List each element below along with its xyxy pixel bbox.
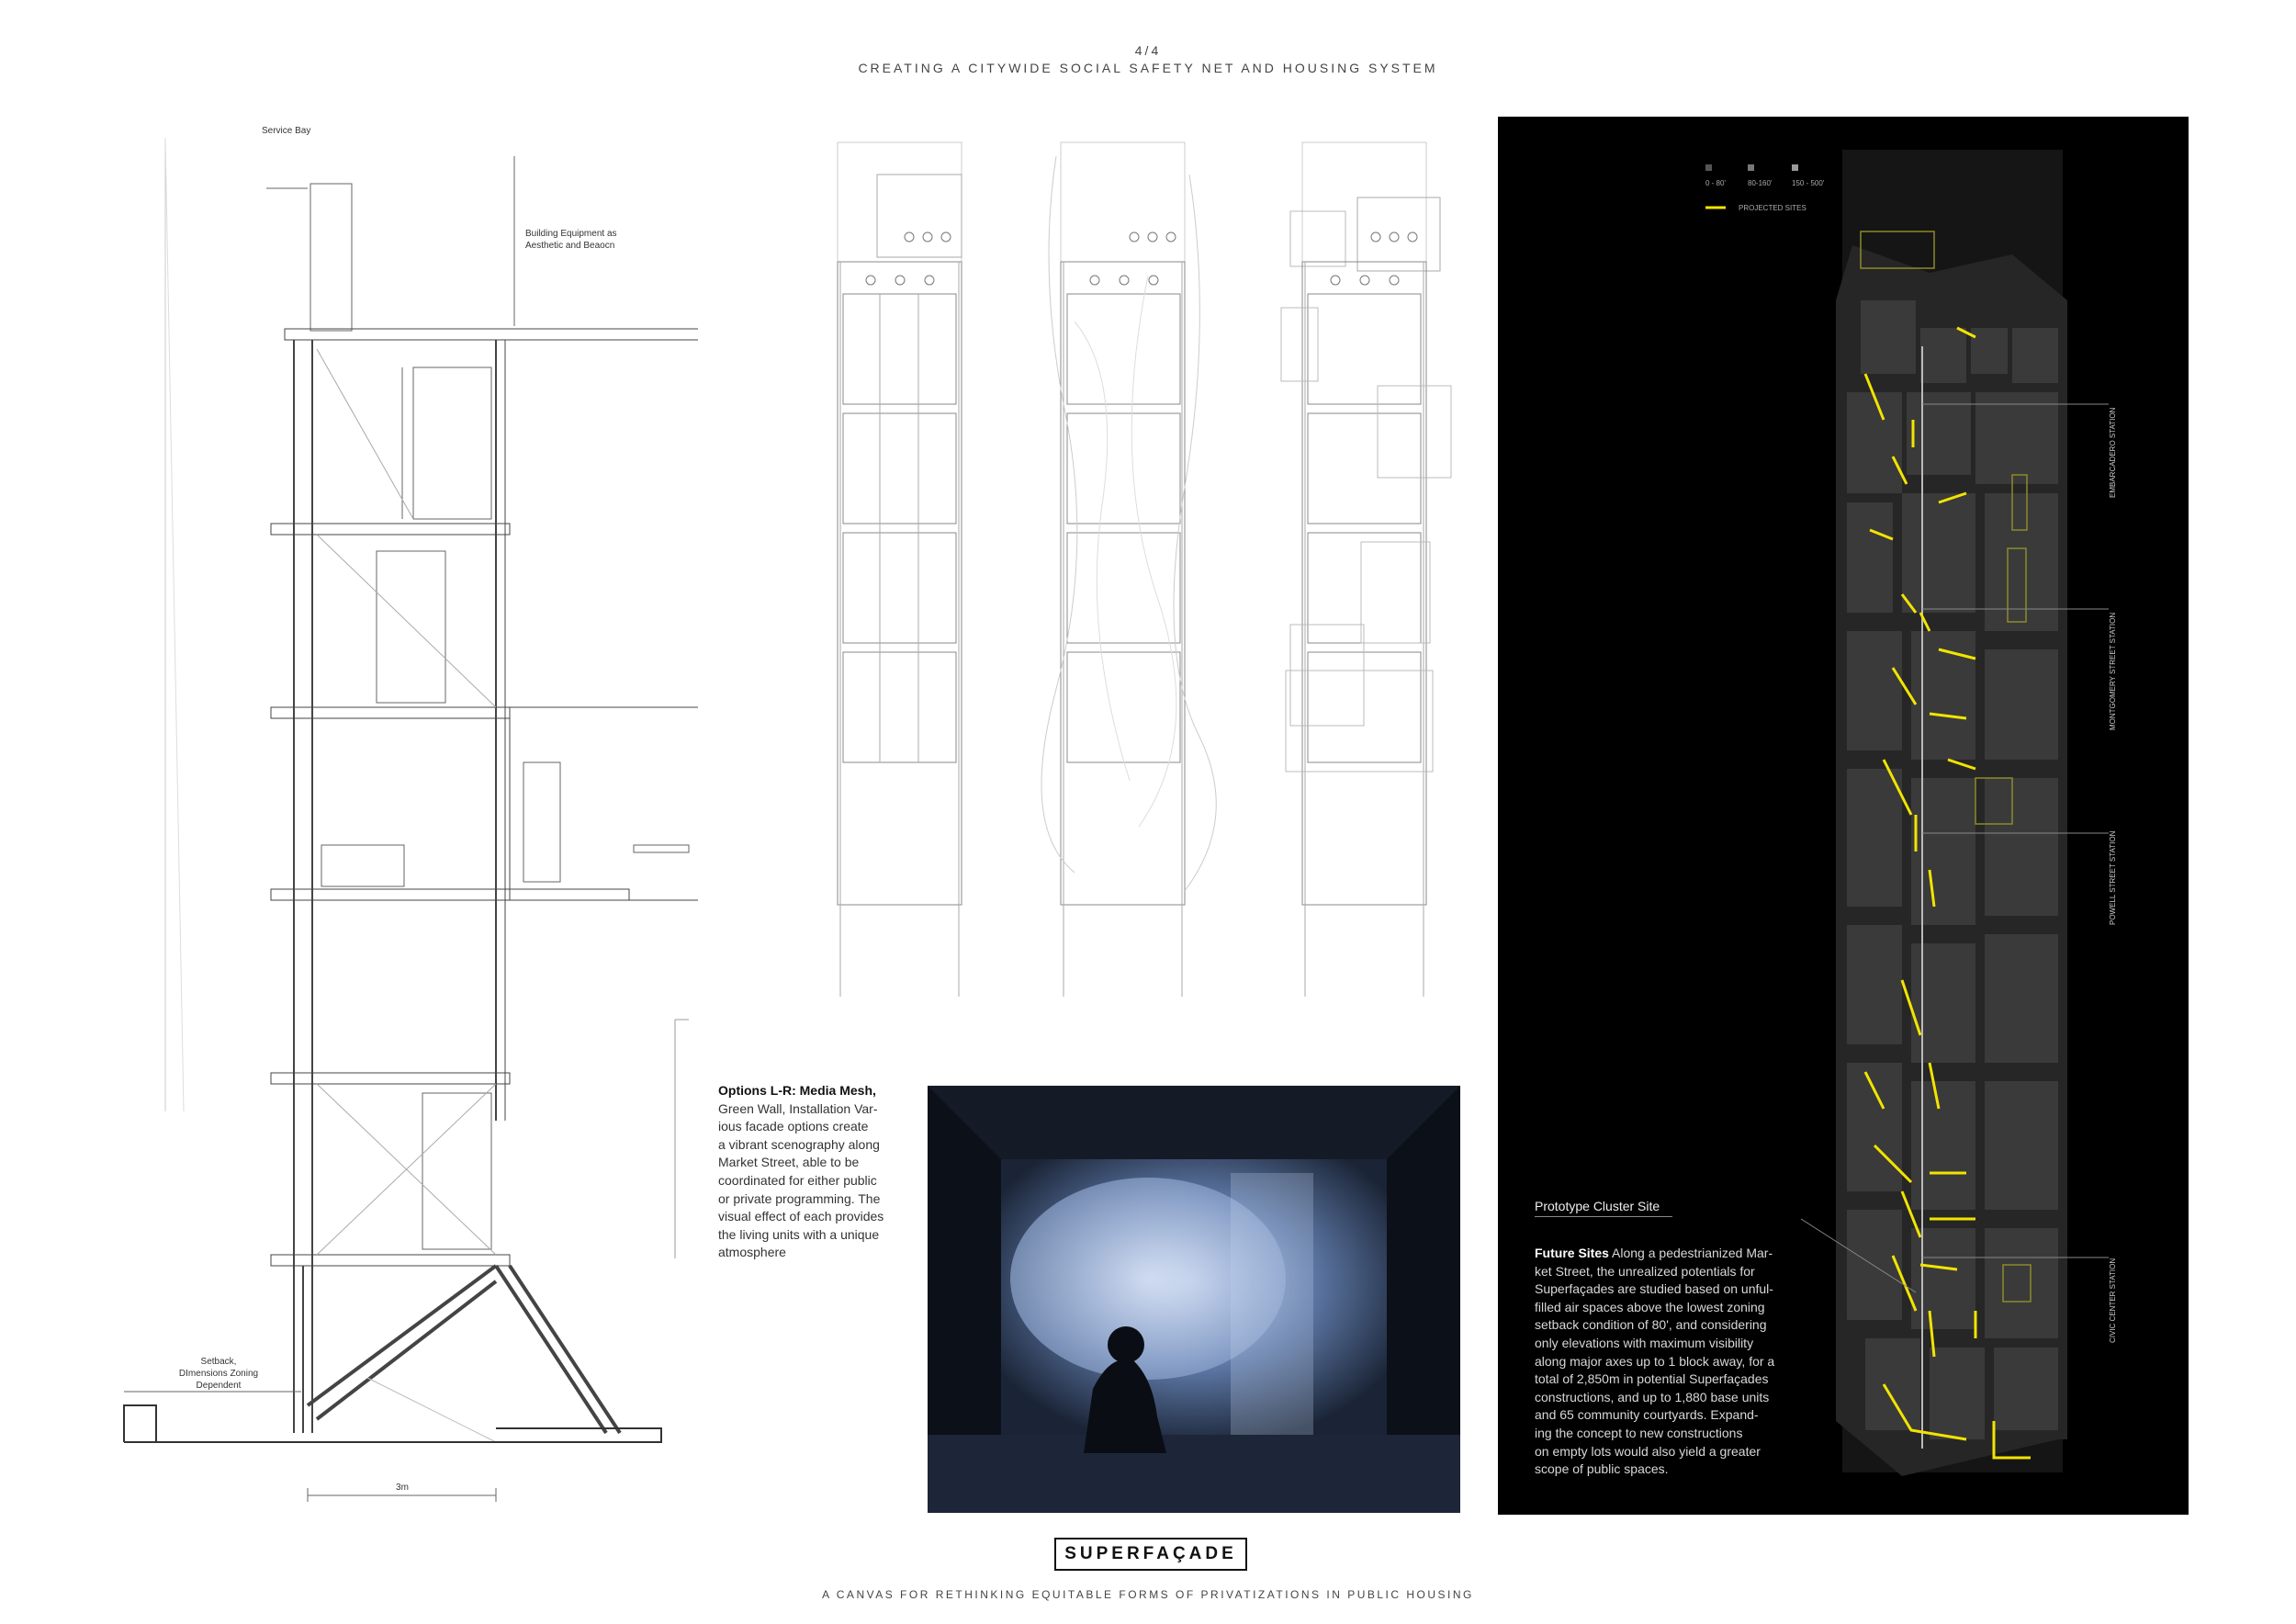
setback-label-3: Dependent (196, 1381, 242, 1391)
options-line: Market Street, able to be (718, 1155, 860, 1170)
options-line: Green Wall, Installation Var- (718, 1100, 878, 1116)
legend-label-high: 150 - 500' (1792, 179, 1825, 187)
options-description (718, 1082, 918, 1262)
footer-tagline: A CANVAS FOR RETHINKING EQUITABLE FORMS OF PRIVATIZATIONS IN PUBLIC HOUSING (822, 1588, 1474, 1601)
future-sites-line: and 65 community courtyards. Expand- (1535, 1407, 1759, 1423)
future-sites-line: filled air spaces above the lowest zoning (1535, 1299, 1765, 1314)
page-number: 4/4 (1134, 43, 1162, 58)
setback-label-1: Setback, (200, 1357, 237, 1367)
dimension-label: 3m (396, 1483, 409, 1493)
station-label-embarcadero: EMBARCADERO STATION (2109, 407, 2117, 498)
building-section-drawing (110, 119, 698, 1516)
options-line: atmosphere (718, 1245, 786, 1260)
equipment-note-2: Aesthetic and Beaocn (525, 241, 615, 251)
legend-swatch-high (1792, 164, 1798, 171)
options-line: the living units with a unique (718, 1226, 880, 1242)
future-sites-heading: Future Sites (1535, 1246, 1609, 1260)
legend-swatch-low (1705, 164, 1712, 171)
interior-render-image (928, 1086, 1460, 1513)
future-sites-line: total of 2,850m in potential Superfaçades (1535, 1371, 1769, 1387)
options-line: visual effect of each provides (718, 1209, 884, 1224)
future-sites-line: along major axes up to 1 block away, for a (1535, 1353, 1775, 1369)
options-line: coordinated for either public (718, 1172, 877, 1188)
interior-render-svg (928, 1086, 1460, 1513)
station-label-civic-center: CIVIC CENTER STATION (2109, 1257, 2117, 1343)
setback-label-2: DImensions Zoning (178, 1369, 259, 1379)
site-map-panel (1498, 117, 2189, 1515)
facade-elevations (827, 138, 1469, 1010)
future-sites-line: on empty lots would also yield a greater (1535, 1443, 1761, 1459)
legend-swatch-mid (1748, 164, 1754, 171)
options-line: a vibrant scenography along (718, 1136, 880, 1152)
options-line: or private programming. The (718, 1190, 881, 1206)
future-sites-line: only elevations with maximum visibility (1535, 1335, 1754, 1350)
prototype-cluster-label: Prototype Cluster Site (1535, 1199, 1672, 1217)
future-sites-line: constructions, and up to 1,880 base units (1535, 1389, 1770, 1404)
page-title: CREATING A CITYWIDE SOCIAL SAFETY NET AND HOUSING SYSTEM (858, 61, 1438, 75)
future-sites-line: setback condition of 80', and considering (1535, 1317, 1767, 1333)
service-bay-label: Service Bay (262, 126, 311, 136)
station-label-montgomery: MONTGOMERY STREET STATION (2109, 612, 2117, 730)
options-line: Options L-R: Media Mesh, (718, 1083, 876, 1098)
station-label-powell: POWELL STREET STATION (2109, 830, 2117, 925)
legend-projected-label: PROJECTED SITES (1739, 204, 1806, 212)
superfacade-logo: SUPERFAÇADE (1054, 1538, 1247, 1571)
future-sites-line: ing the concept to new constructions (1535, 1425, 1743, 1440)
equipment-note-1: Building Equipment as (525, 229, 617, 239)
future-sites-line: Superfaçades are studied based on unful- (1535, 1281, 1773, 1297)
future-sites-line: ket Street, the unrealized potentials for (1535, 1263, 1755, 1279)
future-sites-line: Along a pedestrianized Mar- (1612, 1246, 1773, 1260)
legend-label-mid: 80-160' (1748, 179, 1773, 187)
future-sites-line: scope of public spaces. (1535, 1461, 1669, 1477)
legend-label-low: 0 - 80' (1705, 179, 1726, 187)
future-sites-description (1535, 1245, 1801, 1479)
options-line: ious facade options create (718, 1119, 869, 1134)
